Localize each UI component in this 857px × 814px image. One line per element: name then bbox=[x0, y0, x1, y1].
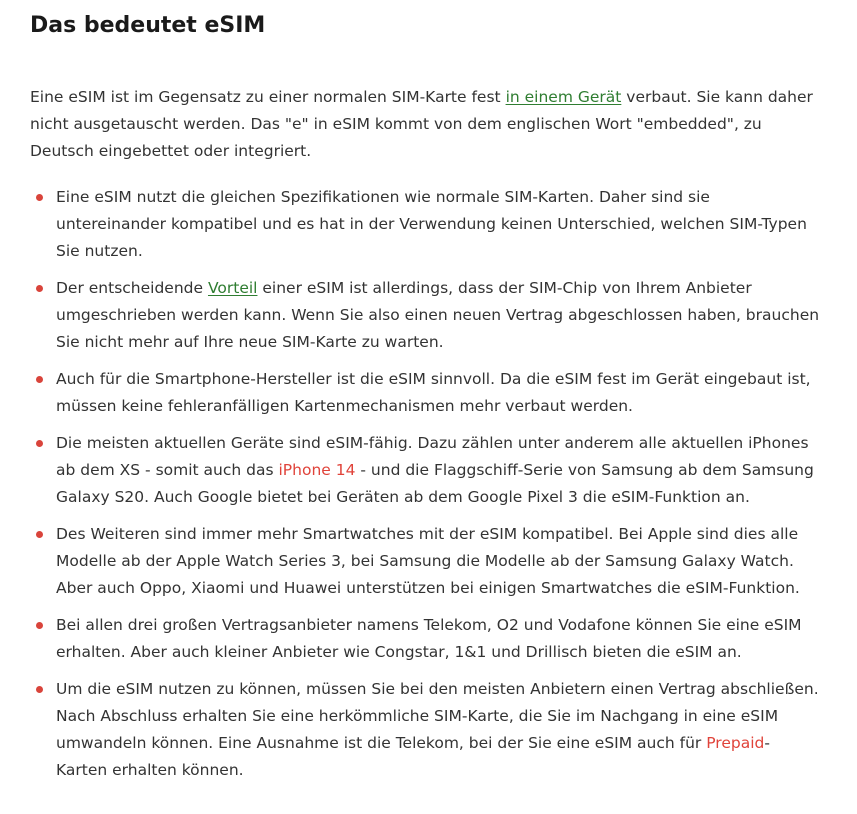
list-item bbox=[30, 275, 820, 356]
section-heading: Das bedeutet eSIM bbox=[30, 13, 266, 38]
list-item-text: Des Weiteren sind immer mehr Smartwatches mit der eSIM kompatibel. Bei Apple sind dies alle Modelle ab der Apple Watch Series 3, bei Samsung die Modelle ab der Samsung Galaxy Watch. Aber auch Oppo, Xiaomi und Huawei unterstützen bei einigen Smartwatches die eSIM-Funktion. bbox=[56, 525, 800, 597]
list-item bbox=[30, 676, 820, 784]
bullet-dot-icon bbox=[36, 531, 43, 538]
iphone-14-link[interactable]: iPhone 14 bbox=[278, 461, 356, 479]
list-item-text-before: Um die eSIM nutzen zu können, müssen Sie bei den meisten Anbietern einen Vertrag abschließen. Nach Abschluss erhalten Sie eine herkömmliche SIM-Karte, die Sie im Nachgang in eine eSIM umwandeln können. Eine Ausnahme ist die Telekom, bei der Sie eine eSIM auch für bbox=[56, 680, 819, 752]
bullet-dot-icon bbox=[36, 440, 43, 447]
vorteil-link[interactable]: Vorteil bbox=[207, 279, 258, 297]
list-item-text: Auch für die Smartphone-Hersteller ist die eSIM sinnvoll. Da die eSIM fest im Gerät eingebaut ist, müssen keine fehleranfälligen Kartenmechanismen mehr verbaut werden. bbox=[56, 370, 811, 415]
list-item bbox=[30, 366, 820, 420]
list-item bbox=[30, 521, 820, 602]
list-item bbox=[30, 612, 820, 666]
bullet-dot-icon bbox=[36, 285, 43, 292]
list-item-text-after: einer eSIM ist allerdings, dass der SIM-Chip von Ihrem Anbieter umgeschrieben werden kann. Wenn Sie also einen neuen Vertrag abgeschlossen haben, brauchen Sie nicht mehr auf Ihre neue SIM-Karte zu warten. bbox=[56, 279, 820, 351]
bullet-dot-icon bbox=[36, 194, 43, 201]
intro-paragraph bbox=[30, 84, 820, 165]
list-item-text-after: -Karten erhalten können. bbox=[56, 734, 770, 779]
list-item-text-before: Die meisten aktuellen Geräte sind eSIM-fähig. Dazu zählen unter anderem alle aktuellen iPhones ab dem XS - somit auch das bbox=[56, 434, 809, 479]
intro-text-before: Eine eSIM ist im Gegensatz zu einer normalen SIM-Karte fest bbox=[30, 88, 506, 106]
list-item bbox=[30, 184, 820, 265]
esim-facts-list bbox=[30, 184, 820, 794]
in-einem-geraet-link[interactable]: in einem Gerät bbox=[505, 88, 622, 106]
list-item-text: Bei allen drei großen Vertragsanbieter namens Telekom, O2 und Vodafone können Sie eine eSIM erhalten. Aber auch kleiner Anbieter wie Congstar, 1&1 und Drillisch bieten die eSIM an. bbox=[56, 616, 802, 661]
intro-text-after: verbaut. Sie kann daher nicht ausgetauscht werden. Das "e" in eSIM kommt von dem englischen Wort "embedded", zu Deutsch eingebettet oder integriert. bbox=[30, 88, 813, 160]
list-item-text-after: - und die Flaggschiff-Serie von Samsung ab dem Samsung Galaxy S20. Auch Google bietet bei Geräten ab dem Google Pixel 3 die eSIM-Funktion an. bbox=[56, 461, 814, 506]
bullet-dot-icon bbox=[36, 376, 43, 383]
list-item-text-before: Der entscheidende bbox=[56, 279, 208, 297]
prepaid-link[interactable]: Prepaid bbox=[706, 734, 765, 752]
list-item bbox=[30, 430, 820, 511]
bullet-dot-icon bbox=[36, 622, 43, 629]
bullet-dot-icon bbox=[36, 686, 43, 693]
list-item-text: Eine eSIM nutzt die gleichen Spezifikationen wie normale SIM-Karten. Daher sind sie untereinander kompatibel und es hat in der Verwendung keinen Unterschied, welchen SIM-Typen Sie nutzen. bbox=[56, 188, 807, 260]
